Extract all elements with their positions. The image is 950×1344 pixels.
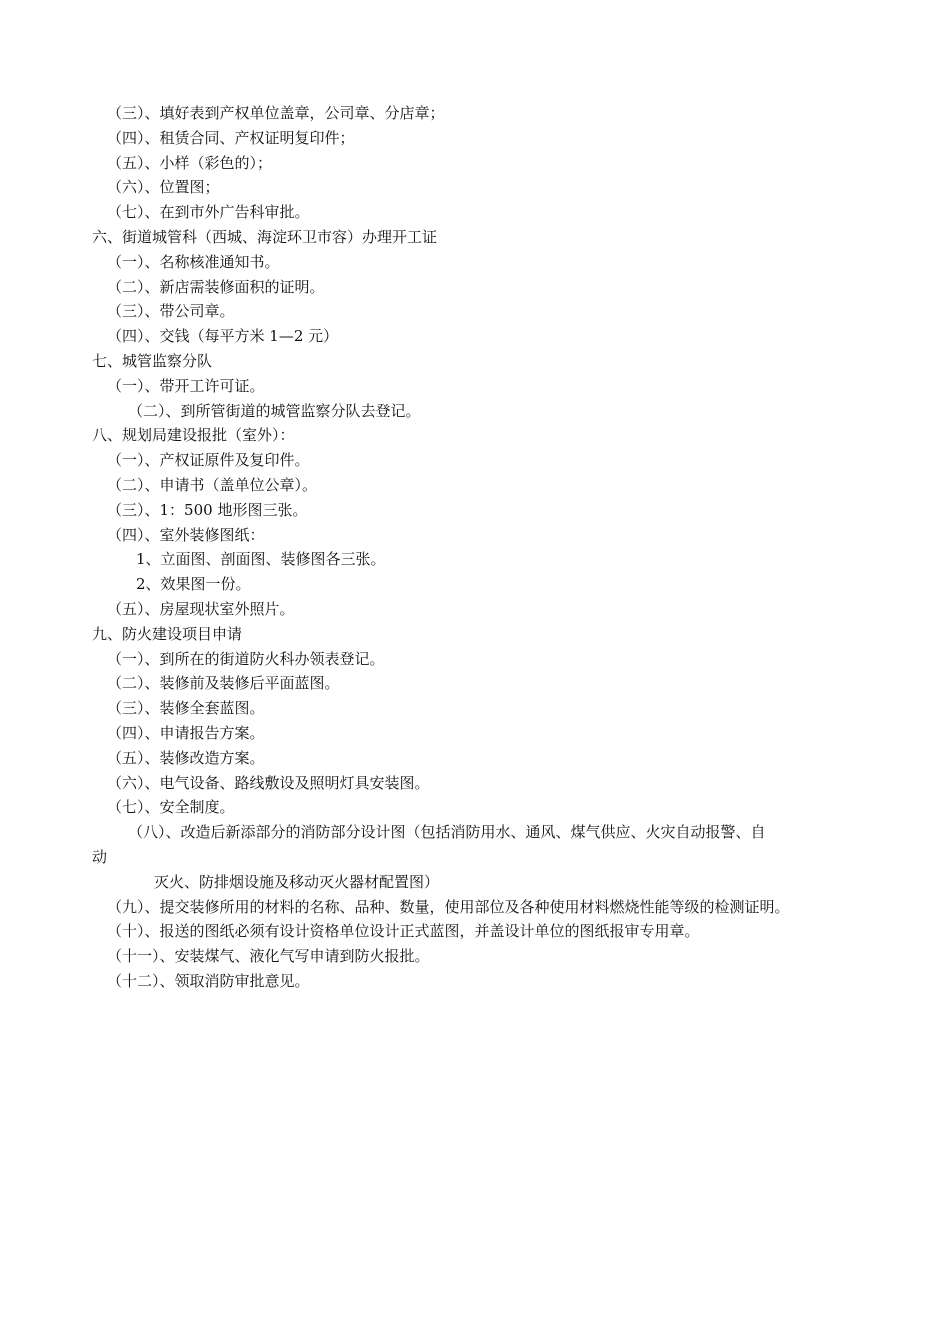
list-item: （四）、室外装修图纸： <box>107 525 265 544</box>
list-item: （十）、报送的图纸必须有设计资格单位设计正式蓝图，并盖设计单位的图纸报审专用章。 <box>107 922 700 941</box>
section-heading: 六、街道城管科（西城、海淀环卫市容）办理开工证 <box>92 227 438 246</box>
list-item: （三）、填好表到产权单位盖章，公司章、分店章； <box>107 104 445 122</box>
list-item: （二）、装修前及装修后平面蓝图。 <box>107 674 340 693</box>
list-item: （四）、申请报告方案。 <box>107 723 265 742</box>
list-item: （四）、交钱（每平方米 1—2 元） <box>107 327 339 346</box>
list-item: （十二）、领取消防审批意见。 <box>107 971 310 990</box>
list-item: （二）、新店需装修面积的证明。 <box>107 277 325 296</box>
list-item: （九）、提交装修所用的材料的名称、品种、数量，使用部位及各种使用材料燃烧性能等级的检测证明。 <box>107 897 790 916</box>
document-body <box>92 101 872 994</box>
list-item: （六）、电气设备、路线敷设及照明灯具安装图。 <box>107 773 430 792</box>
list-item: （七）、安全制度。 <box>107 798 235 817</box>
list-item: （十一）、安装煤气、液化气写申请到防火报批。 <box>107 947 430 966</box>
list-item: （八）、改造后新添部分的消防部分设计图（包括消防用水、通风、煤气供应、火灾自动报警、自 <box>128 823 766 842</box>
list-item: （二）、到所管街道的城管监察分队去登记。 <box>128 401 421 420</box>
list-item: （六）、位置图； <box>107 178 220 197</box>
list-item: （一）、产权证原件及复印件。 <box>107 451 310 470</box>
sub-list-item: 1、立面图、剖面图、装修图各三张。 <box>136 550 386 569</box>
list-item: （一）、名称核准通知书。 <box>107 252 280 271</box>
list-item: （三）、装修全套蓝图。 <box>107 699 265 718</box>
sub-list-item: 2、效果图一份。 <box>136 575 251 594</box>
section-heading: 八、规划局建设报批（室外）： <box>92 426 295 445</box>
list-item: （一）、带开工许可证。 <box>107 376 265 395</box>
list-item: （五）、装修改造方案。 <box>107 748 265 767</box>
list-item: （四）、租赁合同、产权证明复印件； <box>107 128 355 147</box>
list-item-continuation: 灭火、防排烟设施及移动灭火器材配置图） <box>154 872 440 891</box>
list-item: （三）、1：500 地形图三张。 <box>107 500 308 519</box>
list-item: （五）、房屋现状室外照片。 <box>107 599 295 618</box>
list-item: （五）、小样（彩色的）； <box>107 153 273 172</box>
section-heading: 七、城管监察分队 <box>92 351 213 370</box>
list-item-continuation: 动 <box>92 847 108 866</box>
list-item: （二）、申请书（盖单位公章）。 <box>107 475 318 494</box>
list-item: （七）、在到市外广告科审批。 <box>107 203 310 222</box>
list-item: （三）、带公司章。 <box>107 302 235 321</box>
section-heading: 九、防火建设项目申请 <box>92 624 243 643</box>
list-item: （一）、到所在的街道防火科办领表登记。 <box>107 649 385 668</box>
